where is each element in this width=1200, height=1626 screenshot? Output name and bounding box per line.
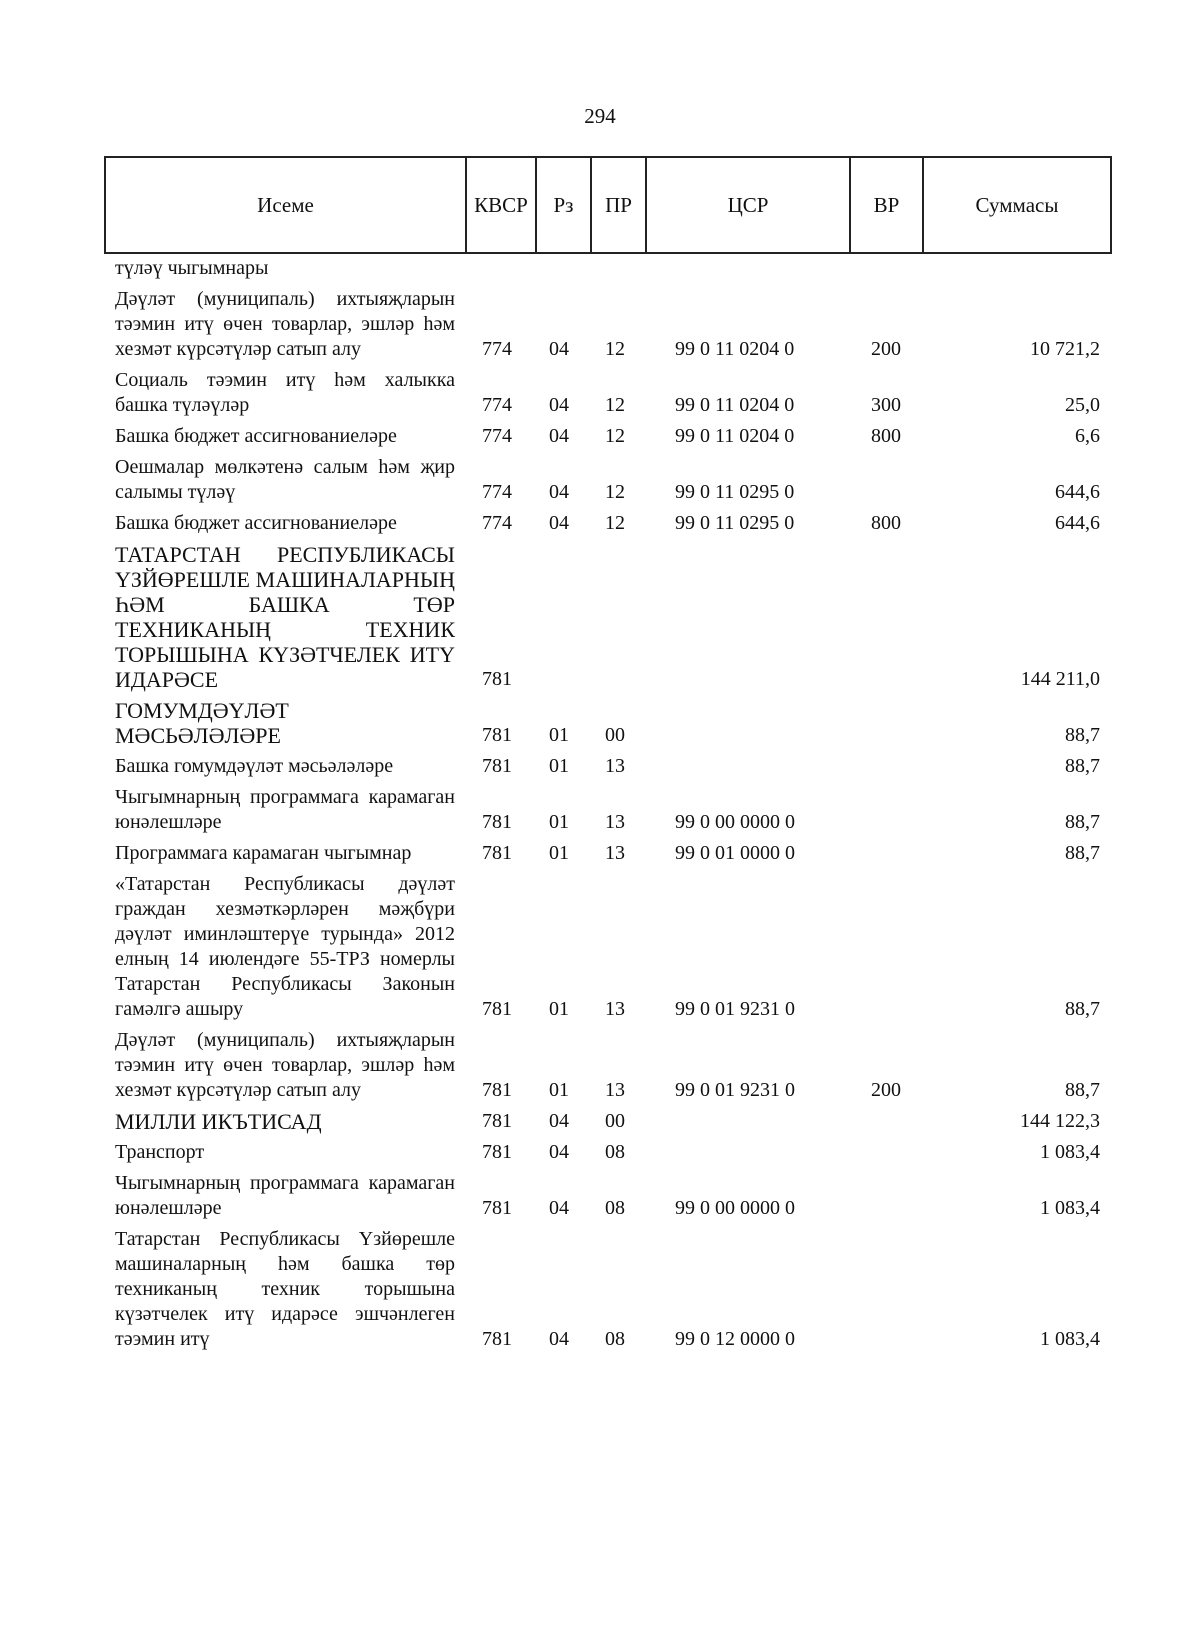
row-pr: 12 [605,338,625,360]
row-name: Татарстан Республикасы Үзйөрешле машиналарның һәм башка төр техниканың техник торышына күзәтчелек итү идарәсе эшчәнлеген тәэмин итү [115,1228,455,1350]
row-rz: 01 [549,842,569,864]
row-name: Дәүләт (муниципаль) ихтыяҗларын тәэмин итү өчен товарлар, эшләр һәм хезмәт күрсәтүләр сатып алу [115,1029,455,1101]
row-csr: 99 0 01 0000 0 [675,842,795,864]
row-sum: 88,7 [1065,1079,1100,1101]
row-sum: 6,6 [1075,425,1100,447]
row-kvsr: 781 [482,1328,512,1350]
row-vr: 800 [871,512,901,534]
row-kvsr: 781 [482,1141,512,1163]
row-rz: 04 [549,1197,569,1219]
row-rz: 01 [549,998,569,1020]
row-csr: 99 0 12 0000 0 [675,1328,795,1350]
table-row [0,872,1200,1022]
row-sum: 1 083,4 [1040,1328,1100,1350]
row-name: Башка бюджет ассигнованиеләре [115,512,397,534]
row-sum: 88,7 [1065,724,1100,746]
row-pr: 08 [605,1328,625,1350]
row-vr: 200 [871,1079,901,1101]
row-pr: 13 [605,755,625,777]
row-rz: 04 [549,425,569,447]
row-rz: 01 [549,1079,569,1101]
table-row [0,256,1200,281]
row-kvsr: 781 [482,1197,512,1219]
row-name: «Татарстан Республикасы дәүләт граждан хезмәткәрләрен мәҗбүри дәүләт иминләштерүе турында» 2012 елның 14 июлендәге 55-ТРЗ номерлы Татарстан Республикасы Законын гамәлгә ашыру [115,873,455,1020]
row-name: Оешмалар мөлкәтенә салым һәм җир салымы түләү [115,456,455,503]
row-vr: 200 [871,338,901,360]
row-sum: 1 083,4 [1040,1197,1100,1219]
row-kvsr: 774 [482,394,512,416]
row-vr: 300 [871,394,901,416]
table-row [0,785,1200,835]
row-csr: 99 0 01 9231 0 [675,998,795,1020]
row-sum: 144 122,3 [1020,1110,1100,1132]
row-name: ГОМУМДӘҮЛӘТ МӘСЬӘЛӘЛӘРЕ [115,698,289,748]
row-name: МИЛЛИ ИКЪТИСАД [115,1109,322,1134]
row-csr: 99 0 11 0295 0 [675,512,795,534]
row-sum: 88,7 [1065,811,1100,833]
table-row [0,1171,1200,1221]
row-rz: 01 [549,811,569,833]
row-kvsr: 774 [482,481,512,503]
header-name: Исеме [106,158,467,252]
row-name: Программага карамаган чыгымнар [115,842,412,864]
row-pr: 13 [605,1079,625,1101]
header-rz: Рз [537,158,592,252]
row-kvsr: 781 [482,668,512,690]
row-name: Чыгымнарның программага карамаган юнәлешләре [115,1172,455,1219]
row-rz: 04 [549,394,569,416]
table-row [0,287,1200,362]
row-csr: 99 0 00 0000 0 [675,1197,795,1219]
row-kvsr: 781 [482,842,512,864]
row-name: Башка гомумдәүләт мәсьәләләре [115,755,394,777]
table-row [0,455,1200,505]
row-rz: 04 [549,481,569,503]
row-kvsr: 781 [482,811,512,833]
row-name: түләү чыгымнары [115,257,269,279]
row-pr: 08 [605,1141,625,1163]
row-kvsr: 781 [482,1079,512,1101]
row-kvsr: 781 [482,724,512,746]
row-sum: 144 211,0 [1020,668,1100,690]
row-csr: 99 0 11 0204 0 [675,425,795,447]
row-sum: 1 083,4 [1040,1141,1100,1163]
row-sum: 88,7 [1065,842,1100,864]
page-number: 294 [584,104,616,128]
row-rz: 04 [549,338,569,360]
row-sum: 10 721,2 [1030,338,1100,360]
row-pr: 13 [605,998,625,1020]
row-csr: 99 0 11 0295 0 [675,481,795,503]
row-rz: 04 [549,1141,569,1163]
row-rz: 04 [549,1328,569,1350]
table-row [0,424,1200,449]
table-row [0,542,1200,692]
header-sum: Суммасы [975,192,1059,217]
row-name: Чыгымнарның программага карамаган юнәлешләре [115,786,455,833]
table-row [0,368,1200,418]
row-sum: 644,6 [1055,512,1100,534]
row-name: Дәүләт (муниципаль) ихтыяҗларын тәэмин итү өчен товарлар, эшләр һәм хезмәт күрсәтүләр сатып алу [115,288,455,360]
row-pr: 12 [605,425,625,447]
table-row [0,1028,1200,1103]
row-kvsr: 774 [482,512,512,534]
row-sum: 25,0 [1065,394,1100,416]
row-kvsr: 781 [482,755,512,777]
header-kvsr: КВСР [467,158,537,252]
table-row [0,841,1200,866]
header-pr: ПР [592,158,647,252]
row-name: Социаль тәэмин итү һәм халыкка башка түләүләр [115,369,455,416]
table-row [0,1109,1200,1134]
table-header [104,156,1112,254]
row-pr: 00 [605,1110,625,1132]
row-name: ТАТАРСТАН РЕСПУБЛИКАСЫ ҮЗЙӨРЕШЛЕ МАШИНАЛАРНЫҢ ҺӘМ БАШКА ТӨР ТЕХНИКАНЫҢ ТЕХНИК ТОРЫШЫНА КҮЗӘТЧЕЛЕК ИТҮ ИДАРӘСЕ [115,542,455,692]
row-csr: 99 0 00 0000 0 [675,811,795,833]
row-pr: 13 [605,842,625,864]
row-name: Башка бюджет ассигнованиеләре [115,425,397,447]
header-vr: ВР [851,158,924,252]
row-rz: 04 [549,1110,569,1132]
row-rz: 01 [549,724,569,746]
row-name: Транспорт [115,1141,205,1163]
row-pr: 12 [605,394,625,416]
row-csr: 99 0 01 9231 0 [675,1079,795,1101]
row-kvsr: 781 [482,1110,512,1132]
row-vr: 800 [871,425,901,447]
row-pr: 12 [605,481,625,503]
row-pr: 12 [605,512,625,534]
row-kvsr: 774 [482,338,512,360]
row-sum: 88,7 [1065,755,1100,777]
row-kvsr: 774 [482,425,512,447]
row-csr: 99 0 11 0204 0 [675,338,795,360]
row-pr: 00 [605,724,625,746]
row-sum: 88,7 [1065,998,1100,1020]
header-csr: ЦСР [647,158,851,252]
table-row [0,698,1200,748]
row-pr: 08 [605,1197,625,1219]
table-row [0,1227,1200,1352]
table-row [0,1140,1200,1165]
row-kvsr: 781 [482,998,512,1020]
row-rz: 01 [549,755,569,777]
row-pr: 13 [605,811,625,833]
row-csr: 99 0 11 0204 0 [675,394,795,416]
row-rz: 04 [549,512,569,534]
table-row [0,511,1200,536]
table-row [0,754,1200,779]
row-sum: 644,6 [1055,481,1100,503]
table-body [0,256,1200,1358]
